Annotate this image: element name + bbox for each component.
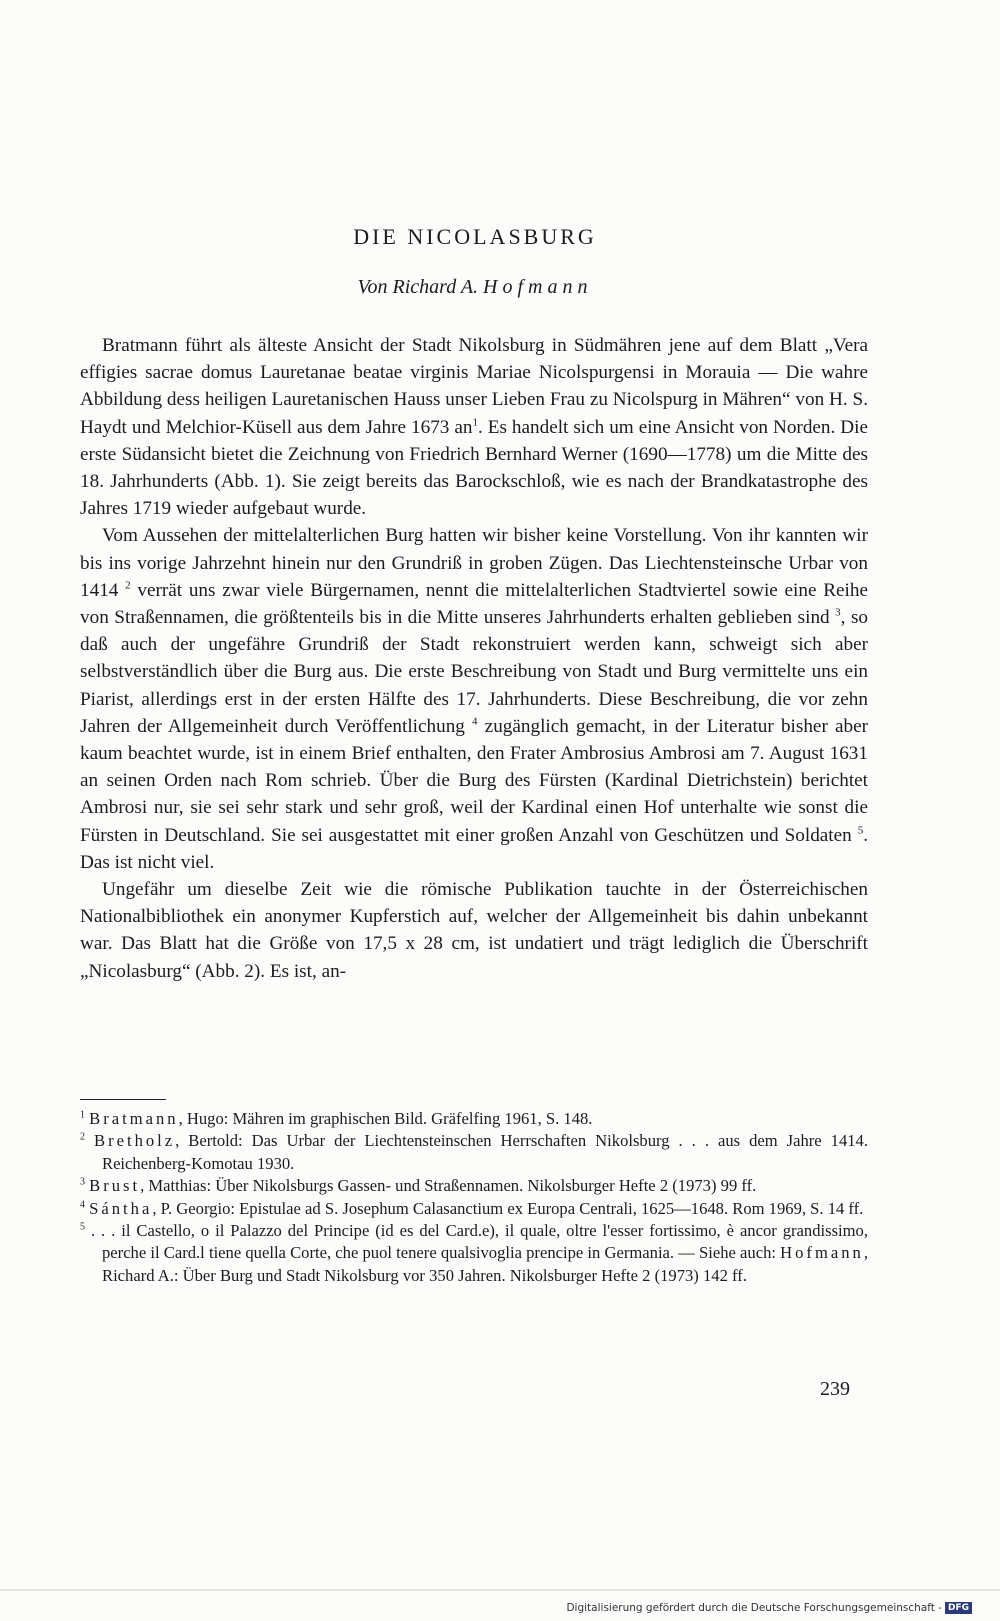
paragraph [80,522,868,876]
footnote-number: 2 [80,1131,85,1143]
footnote-ref: 1 [472,416,478,429]
article-title: DIE NICOLASBURG [353,224,597,249]
footnote-text: , Richard A.: Über Burg und Stadt Nikolsburg vor 350 Jahren. Nikolsburger Hefte 2 (1973) 142 ff. [102,1243,868,1285]
author-prefix: Von Richard A. [357,276,479,298]
article-author [0,276,950,299]
footnote-ref: 2 [125,579,131,592]
footnote [80,1175,868,1197]
footnote [80,1198,868,1220]
text-run: Ungefähr um dieselbe Zeit wie die römische Publikation tauchte in der Österreichischen Nationalbibliothek ein anonymer Kupferstich auf, welcher der Allgemeinheit bis dahin unbekannt war. Das Blatt hat die Größe von 17,5 x 28 cm, ist undatiert und trägt lediglich die Überschrift „Nicolasburg“ (Abb. 2). Es ist, an- [80,879,868,982]
footnote-ref: 4 [472,715,478,728]
footnote-ref: 5 [857,824,864,837]
scan-edge [0,1589,1000,1591]
footnote-number: 3 [80,1176,85,1188]
dfg-logo: DFG [945,1602,972,1614]
author-name: Brust [89,1176,141,1196]
author-name: Sántha [89,1198,153,1218]
footnotes [80,1108,868,1287]
text-run: . Es handelt sich um eine Ansicht von Norden. Die erste Südansicht bietet die Zeichnung von Friedrich Bernhard Werner (1690—1778) um die Mitte des 18. Jahrhunderts (Abb. 1). Sie zeigt bereits das Barockschloß, wie es nach der Brandkatastrophe des Jahres 1719 wieder aufgebaut wurde. [80,416,868,520]
text-run: verrät uns zwar viele Bürgernamen, nennt die mittelalterlichen Stadtviertel sowie eine Reihe von Straßennamen, die größtenteils bis in die Mitte unseres Jahrhunderts erhalten geblieben sind [80,579,868,629]
paragraph [80,876,868,985]
footnote-ref: 3 [835,606,841,619]
footnote [80,1220,868,1287]
credit-text: Digitalisierung gefördert durch die Deutsche Forschungsgemeinschaft - [566,1602,942,1614]
text-run: zugänglich gemacht, in der Literatur bisher aber kaum beachtet wurde, ist in einem Brief enthalten, den Frater Ambrosius Ambrosi am 7. August 1631 an seinen Orden nach Rom schrieb. Über die Burg des Fürsten (Kardinal Dietrichstein) berichtet Ambrosi nur, sie sei sehr stark und sehr groß, weil der Kardinal einen Hof unterhalte wie sonst die Fürsten in Deutschland. Sie sei ausgestattet mit einer großen Anzahl von Geschützen und Soldaten [80,715,868,846]
author-surname: Hofmann [483,276,593,298]
text-run: Vom Aussehen der mittelalterlichen Burg hatten wir bisher keine Vorstellung. Von ihr kannten wir bis ins vorige Jahrzehnt hinein nur den Grundriß in groben Zügen. Das Liechtensteinsche Urbar von 1414 [80,525,868,601]
paragraph [80,332,868,522]
text-run: . Das ist nicht viel. [80,824,868,873]
article-body [80,332,868,985]
text-run: Bratmann führt als älteste Ansicht der Stadt Nikolsburg in Südmähren jene auf dem Blatt „Vera effigies sacrae domus Lauretanae beatae virginis Mariae Nicolspurgensi in Morauia — Die wahre Abbildung dess heiligen Lauretanischen Hauss unser Lieben Frau zu Nicolspurg in Mähren“ von H. S. Haydt und Melchior-Küsell aus dem Jahre 1673 an [80,335,868,438]
text-run: , so daß auch der ungefähre Grundriß der Stadt rekonstruiert werden kann, schweigt sich aber selbstverständlich über die Burg aus. Die erste Beschreibung von Stadt und Burg vermittelte uns ein Piarist, allerdings erst in der ersten Hälfte des 17. Jahrhunderts. Diese Beschreibung, die vor zehn Jahren der Allgemeinheit durch Veröffentlichung [80,607,868,737]
footnote [80,1108,868,1130]
page-number: 239 [820,1378,850,1400]
author-name: Hofmann [780,1243,864,1263]
footnote-text: . . . il Castello, o il Palazzo del Principe (id es del Card.e), il quale, oltre l'esser fortissimo, è ancor grandissimo, perche il Card.l tiene quella Corte, che puol tenere qualsivoglia prencipe in Germania. — Siehe auch: [90,1221,868,1263]
footnote-text: , Hugo: Mähren im graphischen Bild. Gräfelfing 1961, S. 148. [178,1109,593,1128]
footnote [80,1130,868,1175]
footnote-text: , P. Georgio: Epistulae ad S. Josephum Calasanctium ex Europa Centrali, 1625—1648. Rom 1969, S. 14 ff. [152,1198,864,1218]
footnote-number: 5 [80,1221,85,1233]
footnote-text: , Bertold: Das Urbar der Liechtensteinschen Herrschaften Nikolsburg . . . aus dem Jahre 1414. Reichenberg-Komotau 1930. [102,1131,868,1173]
author-name: Bretholz [94,1131,176,1151]
author-name: Bratmann [89,1109,179,1128]
footnote-number: 1 [80,1109,85,1121]
footnote-number: 4 [80,1199,85,1211]
digitization-credit [566,1602,972,1614]
footnote-text: , Matthias: Über Nikolsburgs Gassen- und Straßennamen. Nikolsburger Hefte 2 (1973) 99 ff. [140,1176,757,1196]
footnote-separator [80,1099,166,1100]
